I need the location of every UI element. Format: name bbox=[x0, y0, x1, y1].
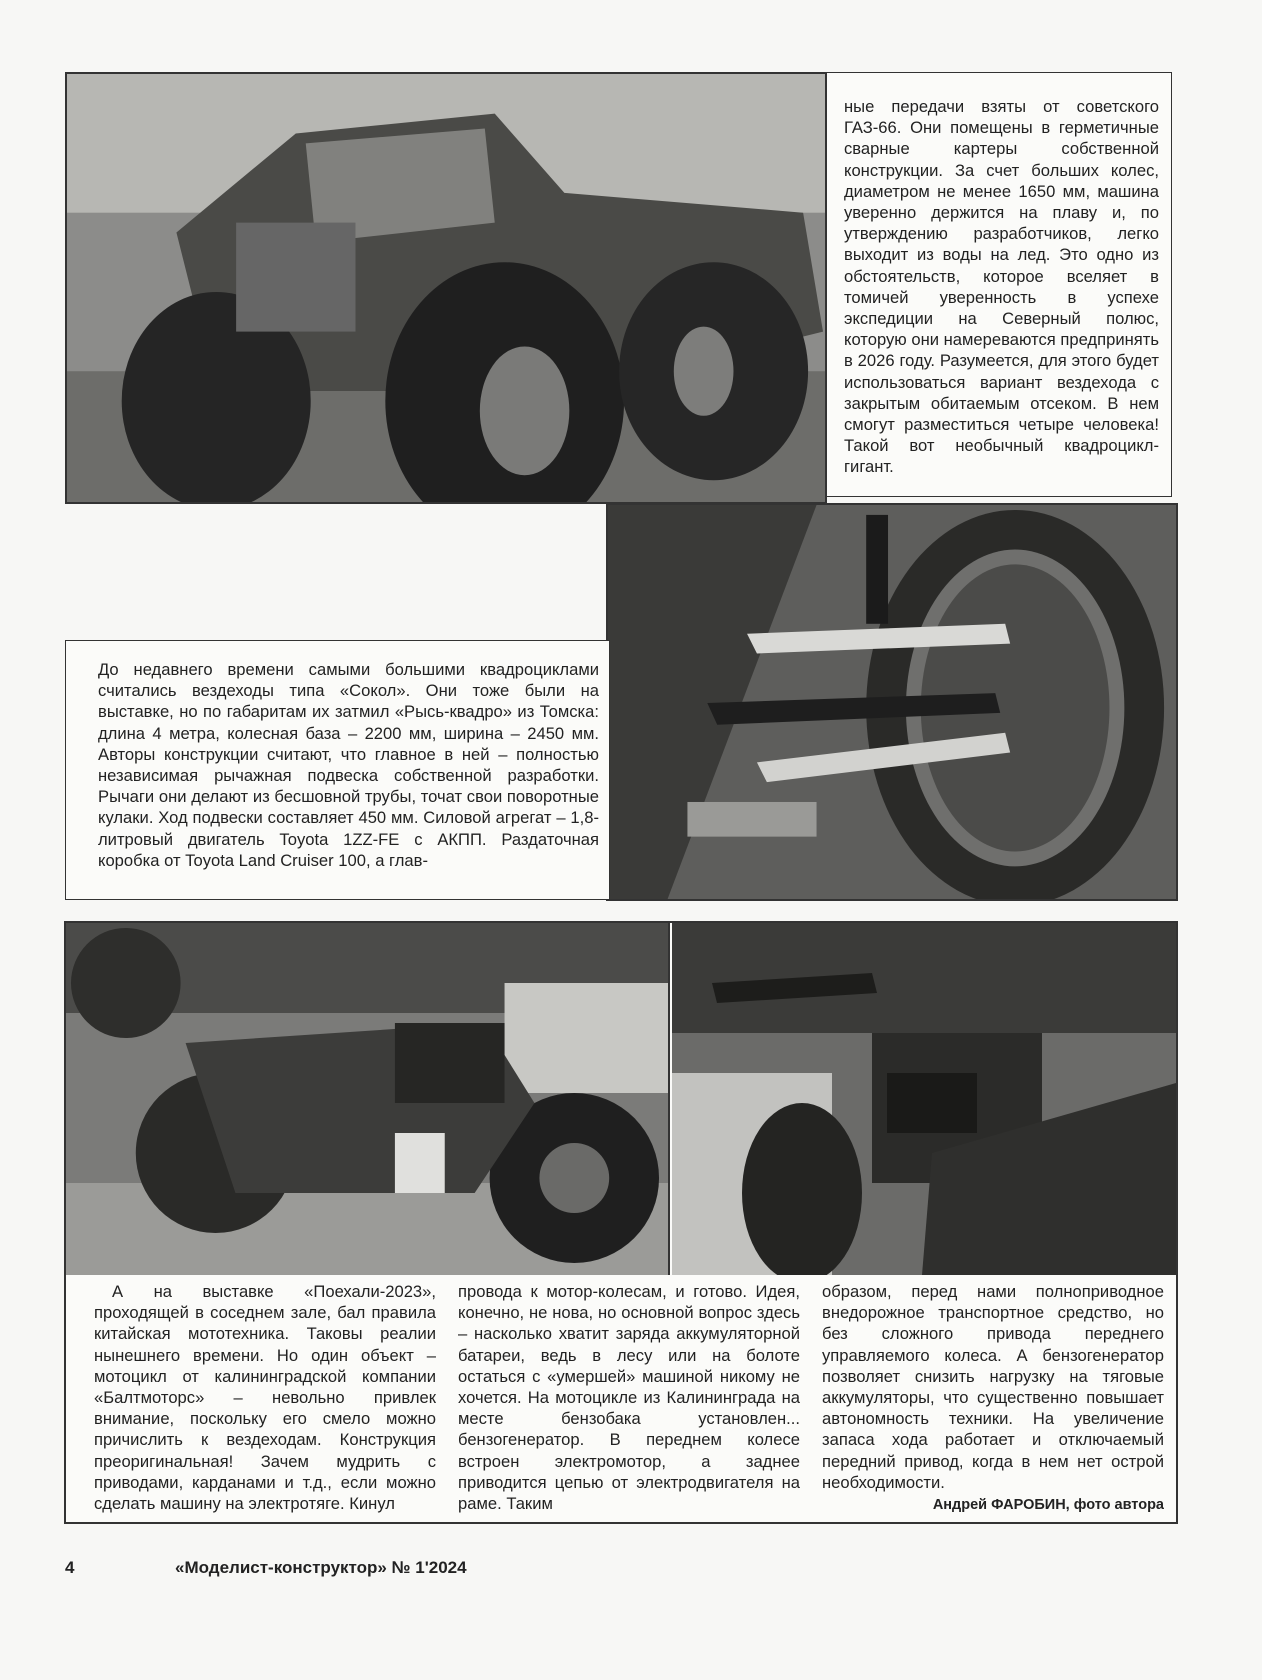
text-column-3 bbox=[822, 1281, 1164, 1518]
suspension-closeup-photo bbox=[606, 503, 1178, 901]
article-text-continued bbox=[826, 72, 1172, 497]
article-paragraph: А на выставке «Поехали-2023», проходящей в соседнем зале, бал правила китайская мототехника. Таковы реалии нынешнего времени. Но один объект – мотоцикл от калининградской компании «Балтмоторс» – невольно привлек внимание, поскольку его смело можно причислить к вездеходам. Конструкция преоригинальная! Зачем мудрить с приводами, карданами и т.д., если можно сделать машину на электротяге. Кинул bbox=[94, 1282, 436, 1514]
article-paragraph: образом, перед нами полноприводное внедорожное транспортное средство, но без сложного привода переднего управляемого колеса. А бензогенератор позволяет снизить нагрузку на тяговые аккумуляторы, что существенно повышает автономность техники. На увеличение запаса хода работает и отключаемый передний привод, когда в нем нет острой необходимости. bbox=[822, 1282, 1164, 1492]
article-paragraph: ные передачи взяты от советского ГАЗ-66. Они помещены в герметичные сварные картеры собственной конструкции. За счет больших колес, диаметром не менее 1650 мм, машина уверенно держится на плаву и, по утверждению разработчиков, легко выходит из воды на лед. Это одно из обстоятельств, которое вселяет в томичей уверенность в успехе экспедиции на Северный полюс, которую они намереваются предпринять в 2026 году. Разумеется, для этого будет использоваться вариант вездехода с закрытым обитаемым отсеком. В нем смогут разместиться четыре человека! Такой вот необычный квадроцикл-гигант. bbox=[844, 97, 1159, 477]
article-paragraph: провода к мотор-колесам, и готово. Идея, конечно, не нова, но основной вопрос здесь – насколько хватит заряда аккумуляторной батареи, ведь в лесу или на болоте остаться с «умершей» машиной никому не хочется. На мотоцикле из Калининграда на месте бензобака установлен... бензогенератор. В переднем колесе встроен электромотор, а заднее приводится цепью от электродвигателя на раме. Таким bbox=[458, 1282, 800, 1514]
rys-kvadro-atv-photo bbox=[65, 72, 827, 504]
article-text-bottom bbox=[74, 1277, 1172, 1518]
author-signature: Андрей ФАРОБИН, фото автора bbox=[932, 1497, 1164, 1514]
journal-title: «Моделист-конструктор» № 1'2024 bbox=[175, 1558, 467, 1577]
motorcycle-side-photo bbox=[66, 923, 670, 1275]
text-column-2 bbox=[458, 1281, 800, 1518]
article-paragraph: До недавнего времени самыми большими квадроциклами считались вездеходы типа «Сокол». Они тоже были на выставке, но по габаритам их затмил «Рысь-квадро» из Томска: длина 4 метра, колесная база – 2200 мм, ширина – 2450 мм. Авторы конструкции считают, что главное в ней – полностью независимая рычажная подвеска собственной разработки. Рычаги они делают из бесшовной трубы, точат свои поворотные кулаки. Ход подвески составляет 450 мм. Силовой агрегат – 1,8-литровый двигатель Toyota 1ZZ-FE с АКПП. Раздаточная коробка от Toyota Land Cruiser 100, а глав- bbox=[98, 660, 599, 870]
page-number: 4 bbox=[65, 1558, 75, 1577]
page-footer bbox=[65, 1552, 765, 1584]
text-column-1 bbox=[94, 1281, 436, 1518]
motorcycle-generator-photo bbox=[672, 923, 1176, 1275]
article-text-intro bbox=[65, 640, 610, 900]
